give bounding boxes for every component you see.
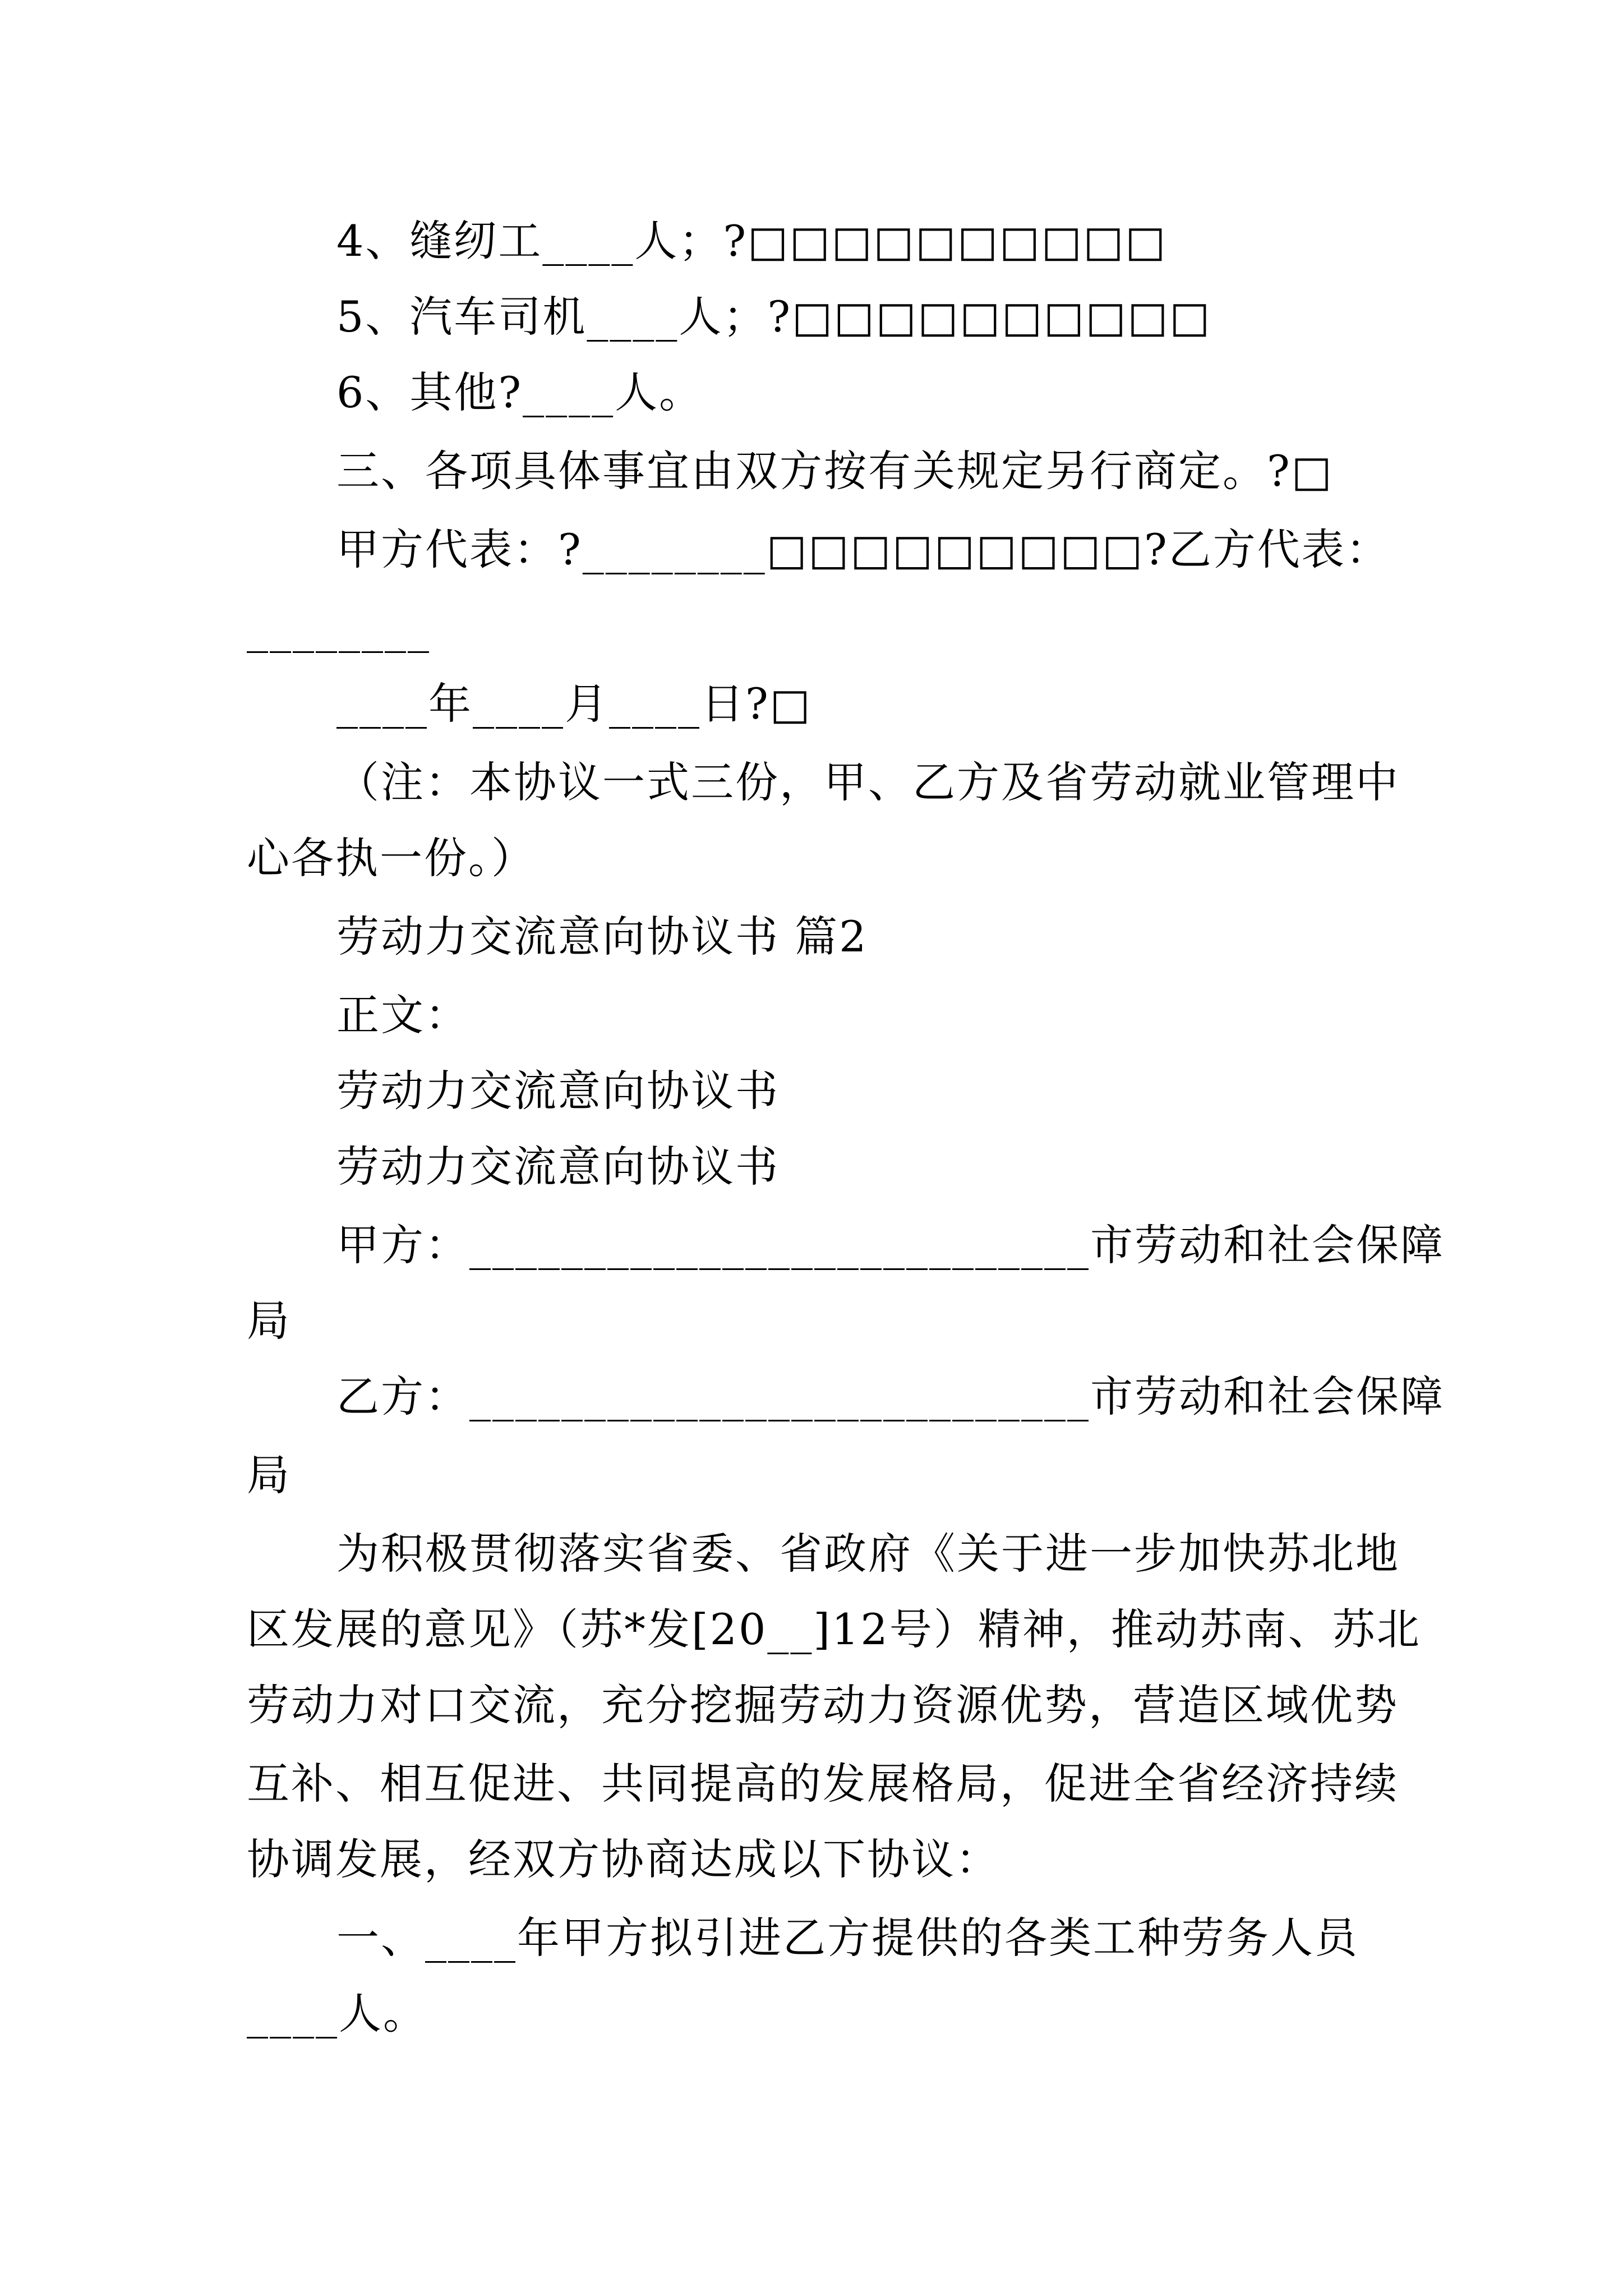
- doc-line-17: 局: [247, 1450, 291, 1500]
- doc-line-8: （注：本协议一式三份，甲、乙方及省劳动就业管理中: [336, 757, 1400, 807]
- doc-line-13: 劳动力交流意向协议书: [336, 1142, 780, 1191]
- doc-line-3: 6、其他?____人。: [336, 367, 704, 417]
- doc-line-23: 一、____年甲方拟引进乙方提供的各类工种劳务人员: [336, 1913, 1359, 1963]
- doc-line-15: 局: [247, 1296, 291, 1346]
- doc-line-6: ________: [247, 603, 431, 653]
- doc-line-2: 5、汽车司机____人；?□□□□□□□□□□: [336, 292, 1212, 342]
- doc-line-20: 劳动力对口交流，充分挖掘劳动力资源优势，营造区域优势: [247, 1680, 1399, 1730]
- doc-line-9: 心各执一份。）: [247, 833, 536, 883]
- doc-line-18: 为积极贯彻落实省委、省政府《关于进一步加快苏北地: [336, 1529, 1400, 1579]
- doc-line-7: ____年____月____日?□: [336, 679, 812, 729]
- doc-line-22: 协调发展，经双方协商达成以下协议：: [247, 1834, 1000, 1884]
- doc-line-14: 甲方：___________________________市劳动和社会保障: [336, 1220, 1445, 1270]
- doc-line-24: ____人。: [247, 1989, 427, 2039]
- doc-line-19: 区发展的意见》（苏*发[20__]12号）精神，推动苏南、苏北: [247, 1604, 1421, 1654]
- doc-line-10: 劳动力交流意向协议书 篇2: [336, 912, 868, 961]
- doc-line-12: 劳动力交流意向协议书: [336, 1066, 780, 1116]
- doc-line-21: 互补、相互促进、共同提高的发展格局，促进全省经济持续: [247, 1759, 1399, 1809]
- doc-line-4: 三、各项具体事宜由双方按有关规定另行商定。?□: [336, 446, 1334, 496]
- doc-line-11: 正文：: [336, 990, 469, 1040]
- doc-line-16: 乙方：___________________________市劳动和社会保障: [336, 1372, 1445, 1421]
- doc-line-1: 4、缝纫工____人；?□□□□□□□□□□: [336, 216, 1168, 266]
- doc-line-5: 甲方代表：?________□□□□□□□□□?乙方代表：: [336, 524, 1390, 574]
